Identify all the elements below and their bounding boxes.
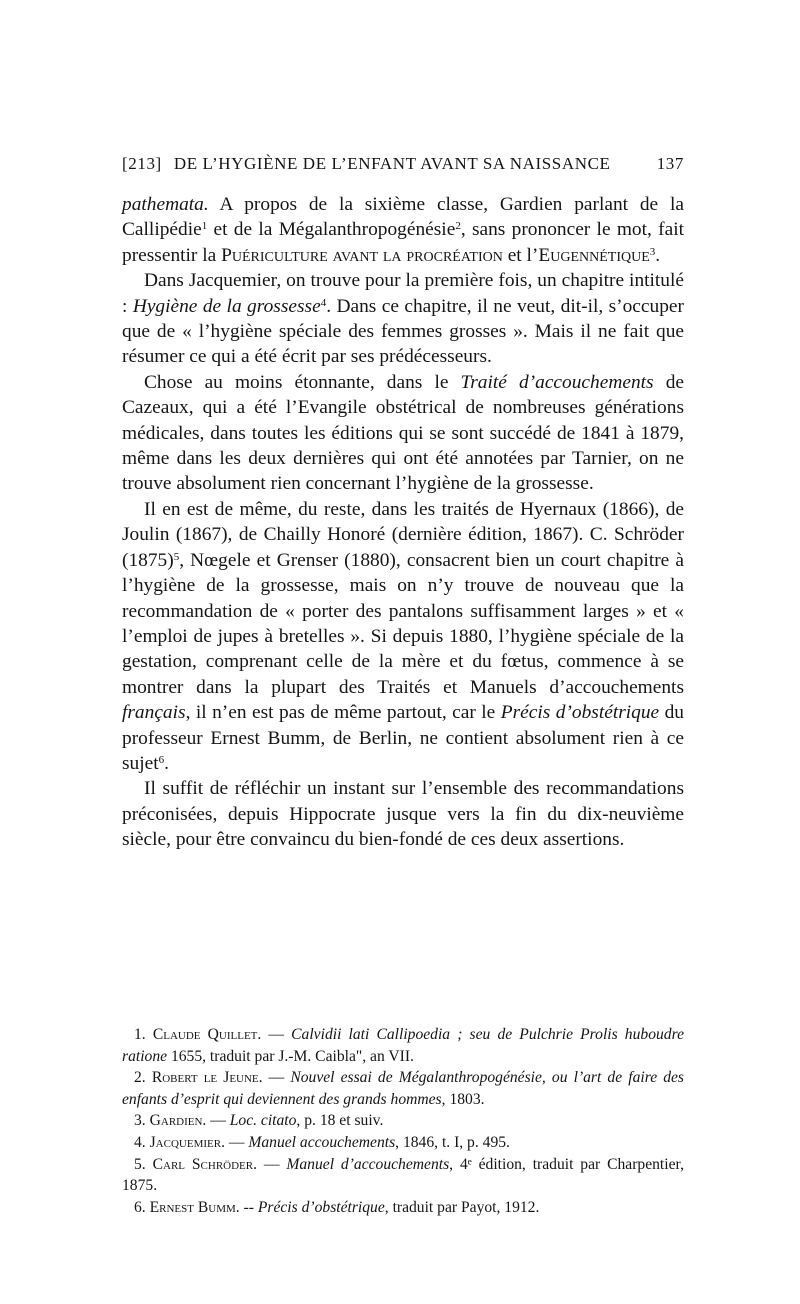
italic-title: Traité d’accouchements [460,371,654,393]
paragraph-1: pathemata. A propos de la sixième classe, Gardien parlant de la Callipédie$^1$ et de la Mégalanthropogénésie$^2$, sans prononcer le mot, fait pressentir la Puériculture avant la procréation et l’Eugennétique$^3$. [122,194,684,266]
page-number: 137 [656,154,684,173]
footnote-ref-4: 4 [320,296,327,309]
footnote-ref-6: 6 [158,753,165,766]
body-text [122,192,684,853]
paragraph-2: Dans Jacquemier, on trouve pour la première fois, un chapitre intitulé : Hygiène de la grossesse$^4$. Dans ce chapitre, il ne veut, dit-il, s’occuper que de « l’hygiène spéciale des femmes grosses ». Mais il ne fait que résumer ce qui a été écrit par ses prédécesseurs. [122,270,684,368]
footnote-1: 1. Claude Quillet. — Calvidii lati Callipoedia ; seu de Pulchrie Prolis huboudre ratione 1655, traduit par J.-M. Caibla", an VII. [122,1026,685,1065]
footnote-ref-1: 1 [201,220,208,233]
paragraph-5: Il suffit de réfléchir un instant sur l’ensemble des recommandations préconisées, depuis Hippocrate jusque vers la fin du dix-neuvième siècle, pour être convaincu du bien-fondé de ces deux assertions. [122,778,684,851]
footnote-work: Calvidii lati Callipoedia ; seu de Pulchrie Prolis huboudre ratione [122,1026,685,1065]
footnote-work: Précis d’obstétrique [257,1198,385,1216]
footnote-ref-2: 2 [455,220,461,233]
small-caps-term: Eugennétique [538,244,650,266]
footnote-author: Carl Schröder. [152,1155,258,1173]
paragraph-4: Il en est de même, du reste, dans les traités de Hyernaux (1866), de Joulin (1867), de Chailly Honoré (dernière édition, 1867). C. Schröder $(1875)^5$, Nœgele et Grenser (1880), consacrent bien un court chapitre à l’hygiène de la grossesse, mais on n’y trouve de nouveau que la recommandation de « porter des pantalons suffisamment larges » et « l’emploi de jupes à bretelles ». Si depuis 1880, l’hygiène spéciale de la gestation, comprenant celle de la mère et du fœtus, commence à se montrer dans la plupart des Traités et Manuels d’accouchements français, il n’en est pas de même partout, car le Précis d’obstétrique du professeur Ernest Bumm, de Berlin, ne contient absolument rien à ce sujet$^6$. [122,498,684,774]
footnote-author: Jacquemier. [149,1133,225,1151]
footnote-author: Claude Quillet. [152,1026,262,1043]
footnote-work: Manuel d’accouchements [286,1155,450,1173]
footnote-3: 3. Gardien. — Loc. citato, p. 18 et suiv. [134,1112,384,1130]
footnote-author: Gardien. [149,1112,207,1130]
footnote-ref-3: 3 [649,245,656,258]
italic-term: pathemata. [122,194,209,215]
footnote-author: Ernest Bumm. [149,1198,240,1216]
section-number: [213] [122,154,162,173]
small-caps-term: Puériculture avant la procréation [221,244,503,266]
footnote-2: 2. Robert le Jeune. — Nouvel essai de Mégalanthropogénésie, ou l’art de faire des enfants d’esprit qui deviennent des grands hommes, 1803. [122,1069,685,1108]
footnote-work: Nouvel essai de Mégalanthropogénésie, ou l’art de faire des enfants d’esprit qui deviennent des grands hommes [122,1069,685,1108]
footnote-ref-5: 5 [173,550,180,563]
italic-word: français [122,702,186,724]
footnote-5: 5. Carl Schröder. — Manuel d’accouchements, 4ᵉ édition, traduit par Charpentier, 1875. [122,1155,684,1195]
footnotes [122,1024,684,1218]
paragraph-3: Chose au moins étonnante, dans le Traité d’accouchements de Cazeaux, qui a été l’Evangile obstétrical de nombreuses générations médicales, dans toutes les éditions qui se sont succédé de 1841 à 1879, même dans les deux dernières qui ont été annotées par Tarnier, on ne trouve absolument rien concernant l’hygiène de la grossesse. [122,371,684,495]
footnote-work: Loc. citato [229,1112,297,1130]
running-head [122,154,684,174]
footnote-4: 4. Jacquemier. — Manuel accouchements, 1846, t. I, p. 495. [134,1133,510,1151]
footnote-work: Manuel accouchements [248,1133,396,1151]
footnote-6: 6. Ernest Bumm. -- Précis d’obstétrique, traduit par Payot, 1912. [134,1198,540,1216]
footnote-author: Robert le Jeune. [151,1069,263,1087]
italic-title: Hygiène de la grossesse [132,295,321,317]
running-title: DE L’HYGIÈNE DE L’ENFANT AVANT SA NAISSANCE [173,154,611,173]
italic-title: Précis d’obstétrique [500,702,660,724]
